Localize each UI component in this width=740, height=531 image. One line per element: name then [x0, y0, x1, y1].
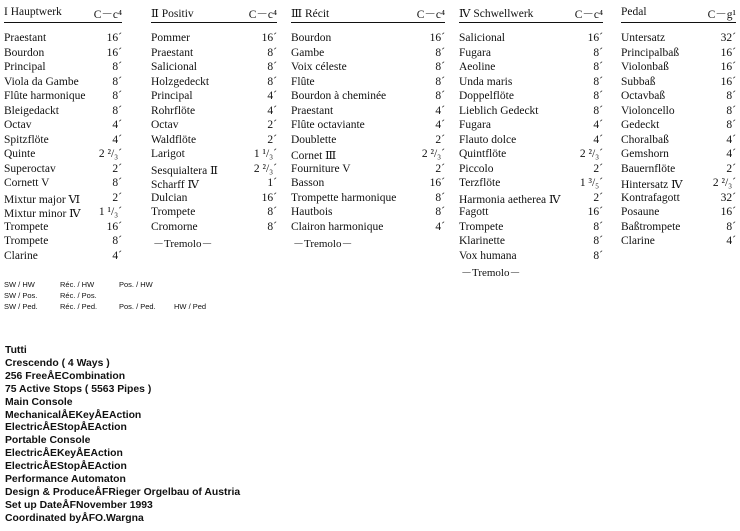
stop-pitch: 8´ [593, 235, 603, 247]
stop-name: Clarine [621, 235, 655, 247]
stop-row [291, 47, 445, 62]
stop-pitch: 16´ [720, 61, 736, 73]
stop-name: Violoncello [621, 104, 675, 117]
stop-pitch: 8´ [593, 249, 603, 262]
stop-name: Kontrafagott [621, 191, 680, 204]
stop-row [621, 221, 736, 236]
stop-pitch: 8´ [112, 104, 122, 117]
stop-row [291, 61, 445, 76]
stop-name: Untersatz [621, 32, 666, 44]
stop-row [459, 32, 603, 47]
stop-name: Bauernflöte [621, 162, 676, 175]
stop-name: Fagott [459, 206, 489, 218]
stop-pitch: 16´ [106, 220, 122, 233]
stop-row [151, 192, 277, 207]
stop-row [459, 250, 603, 265]
stop-pitch: 1 ¹/₃´ [98, 206, 122, 218]
stop-pitch: 2´ [267, 119, 277, 131]
stop-row [4, 148, 122, 163]
stop-row [4, 47, 122, 62]
stop-name: Baßtrompete [621, 220, 681, 233]
stop-name: Voix céleste [291, 61, 347, 73]
division-name: Pedal [621, 6, 647, 18]
stop-row [4, 119, 122, 134]
stop-pitch: 8´ [435, 46, 445, 59]
stop-row [291, 177, 445, 192]
coupler-label: SW / Ped. [4, 302, 38, 311]
stop-pitch: 2 ²/₃´ [712, 177, 736, 189]
stop-row [151, 119, 277, 134]
division-name: Ⅲ Récit [291, 8, 330, 20]
stop-pitch: 2´ [593, 191, 603, 204]
stop-row [4, 235, 122, 250]
stop-pitch: 2 ²/₃´ [421, 148, 445, 160]
stop-row [4, 61, 122, 76]
stop-pitch: 4´ [726, 235, 736, 247]
stop-row [151, 47, 277, 62]
stop-row [459, 105, 603, 120]
stop-pitch: 2´ [112, 191, 122, 204]
stop-pitch: 8´ [267, 206, 277, 218]
division-header [459, 6, 603, 20]
stop-pitch: 16´ [106, 32, 122, 44]
stop-name: Harmonia aetherea Ⅳ [459, 193, 561, 206]
stop-name: Rohrflöte [151, 104, 196, 117]
stop-name: Quinte [4, 148, 36, 160]
stop-row [459, 119, 603, 134]
stop-pitch: 4´ [435, 119, 445, 131]
division-hauptwerk [4, 6, 122, 262]
stop-name: Praestant [4, 32, 47, 44]
stop-row [151, 105, 277, 120]
stop-name: Waldflöte [151, 133, 197, 146]
stop-pitch: 32´ [720, 191, 736, 204]
stop-name: Aeoline [459, 61, 496, 73]
stop-pitch: 2 ²/₃´ [98, 148, 122, 160]
stop-pitch: 8´ [726, 220, 736, 233]
stop-row [459, 206, 603, 221]
stop-pitch: 16´ [429, 32, 445, 44]
stop-pitch: 16´ [261, 32, 277, 44]
stop-row [621, 105, 736, 120]
stop-row [621, 163, 736, 178]
stop-pitch: 8´ [267, 75, 277, 88]
stop-name: Fugara [459, 46, 491, 59]
stop-name: Klarinette [459, 235, 505, 247]
stop-name: Mixtur major Ⅵ [4, 193, 81, 206]
stop-name: Posaune [621, 206, 660, 218]
stop-pitch: 16´ [261, 191, 277, 204]
stop-row [291, 148, 445, 163]
stop-row [151, 32, 277, 47]
stop-name: Octav [4, 119, 32, 131]
stop-pitch: 2 ²/₃´ [579, 148, 603, 160]
stop-pitch: 8´ [435, 206, 445, 218]
stop-row [621, 32, 736, 47]
tremolo-label: －Tremolo－ [293, 238, 353, 250]
stop-pitch: 8´ [593, 46, 603, 59]
stop-name: Principal [151, 90, 193, 102]
stop-pitch: 8´ [267, 220, 277, 233]
stop-name: Piccolo [459, 162, 494, 175]
division-header [621, 6, 736, 20]
stop-pitch: 4´ [726, 148, 736, 160]
stop-row [459, 90, 603, 105]
stop-name: Clairon harmonique [291, 220, 384, 233]
division-pedal [621, 6, 736, 247]
stop-name: Gemshorn [621, 148, 669, 160]
division-rule [291, 22, 445, 23]
stop-name: Vox humana [459, 249, 517, 262]
stop-row [621, 90, 736, 105]
division-name: I Hauptwerk [4, 6, 62, 18]
stop-row [4, 221, 122, 236]
stop-row [151, 90, 277, 105]
division-rule [621, 22, 736, 23]
stop-pitch: 32´ [720, 32, 736, 44]
stop-name: Octavbaß [621, 90, 666, 102]
stop-row [4, 105, 122, 120]
stop-pitch: 16´ [720, 75, 736, 88]
stop-name: Octav [151, 119, 179, 131]
stop-row [459, 134, 603, 149]
info-line: 256 FreeÅECombination [5, 370, 126, 382]
stop-name: Cornet Ⅲ [291, 150, 337, 162]
stop-row [151, 177, 277, 192]
stop-name: Trompette harmonique [291, 191, 397, 204]
stop-pitch: 8´ [435, 75, 445, 88]
stop-pitch: 2´ [435, 133, 445, 146]
stop-row [459, 47, 603, 62]
stop-row [151, 221, 277, 236]
stop-row [4, 177, 122, 192]
stop-pitch: 4´ [112, 119, 122, 131]
stop-row [151, 76, 277, 91]
stop-row [291, 76, 445, 91]
stop-pitch: 8´ [593, 104, 603, 117]
stop-pitch: 8´ [593, 75, 603, 88]
organ-info [5, 345, 240, 526]
stop-name: Flûte [291, 75, 315, 88]
stop-pitch: 2´ [267, 133, 277, 146]
stop-name: Basson [291, 177, 325, 189]
stop-name: Violonbaß [621, 61, 669, 73]
stop-row [291, 163, 445, 178]
stop-row [621, 61, 736, 76]
stop-name: Bourdon à cheminée [291, 90, 387, 102]
stop-pitch: 2´ [726, 162, 736, 175]
stop-name: Flûte octaviante [291, 119, 365, 131]
stop-row [4, 32, 122, 47]
stop-pitch: 8´ [435, 191, 445, 204]
stop-name: Scharff Ⅳ [151, 179, 199, 191]
stop-name: Hautbois [291, 206, 333, 218]
stop-row [4, 250, 122, 265]
stop-name: Doublette [291, 133, 337, 146]
stop-pitch: 8´ [726, 104, 736, 117]
stop-pitch: 8´ [593, 90, 603, 102]
coupler-label: Réc. / HW [60, 280, 95, 289]
division-recit [291, 6, 445, 250]
stop-name: Trompete [4, 235, 49, 247]
stop-pitch: 4´ [593, 133, 603, 146]
stop-pitch: 4´ [112, 249, 122, 262]
stop-pitch: 16´ [587, 206, 603, 218]
stop-row [621, 192, 736, 207]
stop-row [621, 134, 736, 149]
tremolo-label: －Tremolo－ [461, 267, 521, 279]
stop-name: Praestant [291, 104, 334, 117]
division-rule [151, 22, 277, 23]
stop-row [151, 148, 277, 163]
stop-list [151, 32, 277, 250]
stop-pitch: 8´ [112, 235, 122, 247]
stop-pitch: 8´ [593, 61, 603, 73]
stop-row [151, 61, 277, 76]
stop-row [459, 163, 603, 178]
stop-name: Bleigedackt [4, 104, 59, 117]
stop-name: Sesquialtera Ⅱ [151, 164, 218, 177]
stop-name: Lieblich Gedeckt [459, 104, 539, 117]
stop-list [291, 32, 445, 250]
stop-name: Gedeckt [621, 119, 660, 131]
stop-pitch: 8´ [435, 90, 445, 102]
division-name: Ⅳ Schwellwerk [459, 8, 534, 20]
division-range: C－c⁴ [248, 9, 277, 21]
stop-pitch: 8´ [267, 61, 277, 73]
stop-pitch: 8´ [726, 90, 736, 102]
stop-row [291, 192, 445, 207]
stop-name: Clarine [4, 249, 38, 262]
stop-row [291, 32, 445, 47]
stop-name: Doppelflöte [459, 90, 514, 102]
stop-row [459, 61, 603, 76]
info-line: ElectricÅEStopÅEAction [5, 422, 127, 434]
info-line: ElectricÅEKeyÅEAction [5, 448, 123, 460]
stop-name: Principalbaß [621, 46, 680, 59]
stop-pitch: 8´ [267, 46, 277, 59]
coupler-label: Réc. / Ped. [60, 302, 98, 311]
division-rule [459, 22, 603, 23]
stop-name: Flauto dolce [459, 133, 517, 146]
stop-row [621, 47, 736, 62]
stop-name: Spitzflöte [4, 133, 49, 146]
stop-name: Choralbaß [621, 133, 669, 146]
stop-pitch: 2 ²/₃´ [253, 162, 277, 175]
stop-name: Mixtur minor Ⅳ [4, 208, 81, 220]
stop-pitch: 8´ [435, 61, 445, 73]
stop-row [459, 192, 603, 207]
stop-name: Trompete [4, 220, 49, 233]
division-name: Ⅱ Positiv [151, 8, 194, 20]
stop-pitch: 4´ [435, 104, 445, 117]
stop-row [459, 235, 603, 250]
info-line: Crescendo ( 4 Ways ) [5, 357, 110, 369]
stop-pitch: 1´ [267, 177, 277, 189]
stop-pitch: 4´ [267, 104, 277, 117]
stop-name: Salicional [151, 61, 197, 73]
info-line: Set up DateÅFNovember 1993 [5, 499, 153, 511]
stop-row [4, 134, 122, 149]
stop-row [291, 90, 445, 105]
division-header [151, 6, 277, 20]
division-header [4, 6, 122, 20]
stop-pitch: 16´ [429, 177, 445, 189]
stop-pitch: 8´ [112, 177, 122, 189]
stop-row [621, 148, 736, 163]
stop-row [459, 177, 603, 192]
stop-name: Larigot [151, 148, 185, 160]
stop-list [459, 32, 603, 279]
stop-name: Trompete [151, 206, 196, 218]
info-line: Design & ProduceÅFRieger Orgelbau of Austria [5, 486, 241, 498]
stop-row [151, 163, 277, 178]
stop-pitch: 8´ [112, 61, 122, 73]
info-line: ElectricÅEStopÅEAction [5, 461, 127, 473]
stop-name: Fourniture V [291, 162, 351, 175]
stop-row [621, 235, 736, 250]
stop-pitch: 16´ [106, 46, 122, 59]
division-range: C－c⁴ [574, 9, 603, 21]
stop-row [459, 76, 603, 91]
stop-row [291, 206, 445, 221]
stop-pitch: 2´ [593, 162, 603, 175]
stop-row [291, 221, 445, 236]
stop-name: Quintflöte [459, 148, 507, 160]
info-line: Performance Automaton [5, 474, 126, 486]
stop-row [291, 134, 445, 149]
division-positiv [151, 6, 277, 250]
stop-name: Flûte harmonique [4, 90, 86, 102]
tremolo-label: －Tremolo－ [153, 238, 213, 250]
info-line: Main Console [5, 396, 73, 408]
coupler-label: Pos. / Ped. [119, 302, 156, 311]
stop-pitch: 8´ [112, 90, 122, 102]
info-line: Tutti [5, 345, 27, 356]
stop-name: Bourdon [291, 32, 332, 44]
info-line: 75 Active Stops ( 5563 Pipes ) [5, 383, 152, 395]
stop-row [4, 90, 122, 105]
stop-pitch: 4´ [435, 220, 445, 233]
division-header [291, 6, 445, 20]
stop-row [621, 177, 736, 192]
stop-name: Viola da Gambe [4, 75, 79, 88]
info-line: Coordinated byÅFO.Wargna [5, 512, 144, 524]
stop-name: Holzgedeckt [151, 75, 210, 88]
stop-list [4, 32, 122, 264]
stop-pitch: 1 ³/₅´ [579, 177, 603, 189]
stop-row [4, 76, 122, 91]
stop-pitch: 8´ [726, 119, 736, 131]
stop-row [291, 119, 445, 134]
stop-name: Subbaß [621, 75, 656, 88]
stop-row [4, 163, 122, 178]
stop-name: Unda maris [459, 75, 513, 88]
coupler-label: SW / Pos. [4, 291, 38, 300]
coupler-label: HW / Ped [174, 302, 207, 311]
stop-list [621, 32, 736, 250]
division-schwellwerk [459, 6, 603, 279]
stop-name: Gambe [291, 46, 325, 59]
stop-name: Terzflöte [459, 177, 501, 189]
stop-row [151, 134, 277, 149]
stop-pitch: 4´ [112, 133, 122, 146]
stop-row [621, 206, 736, 221]
stop-pitch: 16´ [720, 46, 736, 59]
division-range: C－c⁴ [93, 9, 122, 21]
stop-pitch: 8´ [593, 220, 603, 233]
stop-row [459, 148, 603, 163]
division-rule [4, 22, 122, 23]
stop-row [4, 206, 122, 221]
stop-name: Praestant [151, 46, 194, 59]
stop-row [459, 221, 603, 236]
stop-pitch: 1 ¹/₃´ [253, 148, 277, 160]
stop-pitch: 4´ [726, 133, 736, 146]
stop-row [151, 206, 277, 221]
stop-name: Pommer [151, 32, 190, 44]
stop-name: Salicional [459, 32, 505, 44]
division-range: C－g¹ [707, 9, 736, 21]
stop-name: Trompete [459, 220, 504, 233]
stop-pitch: 8´ [112, 75, 122, 88]
stop-row [4, 192, 122, 207]
stop-pitch: 2´ [112, 162, 122, 175]
info-line: MechanicalÅEKeyÅEAction [5, 409, 142, 421]
stop-name: Fugara [459, 119, 491, 131]
stop-row [291, 105, 445, 120]
stop-pitch: 4´ [267, 90, 277, 102]
stop-pitch: 16´ [587, 32, 603, 44]
stop-pitch: 4´ [593, 119, 603, 131]
stop-row [621, 76, 736, 91]
stop-name: Cromorne [151, 220, 198, 233]
coupler-label: SW / HW [4, 280, 35, 289]
stop-name: Hintersatz Ⅳ [621, 179, 683, 191]
stop-row [621, 119, 736, 134]
stop-name: Principal [4, 61, 46, 73]
stop-pitch: 2´ [435, 162, 445, 175]
stop-name: Cornett V [4, 177, 50, 189]
coupler-label: Réc. / Pos. [60, 291, 97, 300]
stop-name: Bourdon [4, 46, 45, 59]
coupler-label: Pos. / HW [119, 280, 153, 289]
division-range: C－c⁴ [416, 9, 445, 21]
stop-name: Dulcian [151, 191, 188, 204]
stop-name: Superoctav [4, 162, 56, 175]
info-line: Portable Console [5, 435, 91, 447]
stop-pitch: 16´ [720, 206, 736, 218]
